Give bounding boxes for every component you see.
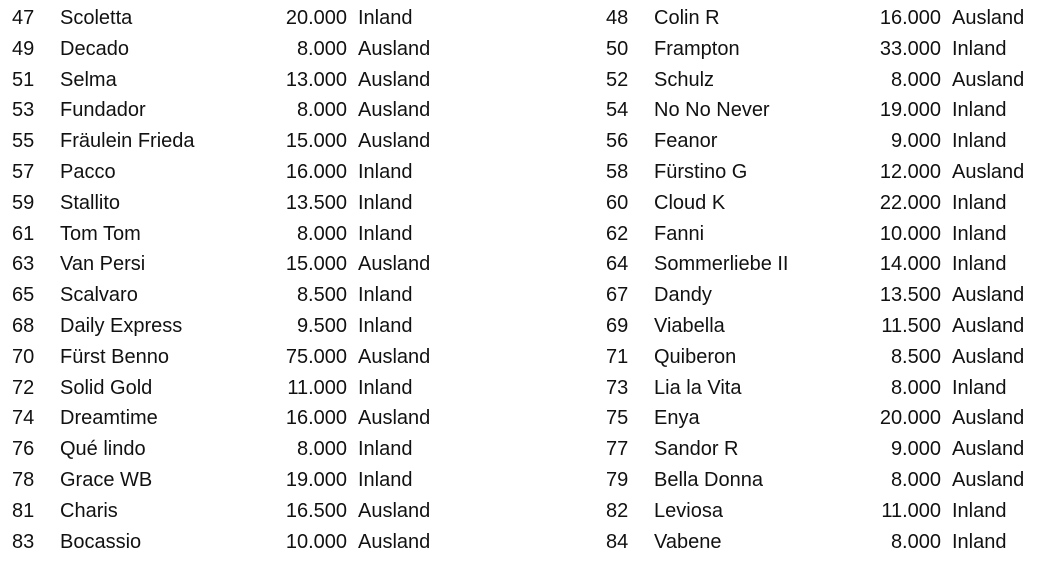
horse-name: Quiberon <box>654 345 737 368</box>
table-row <box>12 65 452 96</box>
price: 15.000 <box>285 130 347 153</box>
lot-number: 77 <box>606 438 629 461</box>
horse-name: Dandy <box>654 284 712 307</box>
lot-number: 47 <box>12 7 35 29</box>
lot-number: 78 <box>12 468 35 491</box>
lot-number: 84 <box>606 530 629 553</box>
lot-number: 52 <box>606 68 629 91</box>
lot-number: 53 <box>12 99 35 122</box>
horse-name: Pacco <box>60 160 116 183</box>
lot-number: 48 <box>606 7 629 29</box>
lot-number: 73 <box>606 376 629 399</box>
lot-number: 70 <box>12 345 35 368</box>
table-row <box>606 157 1046 188</box>
price: 8.500 <box>890 345 941 368</box>
table-row <box>12 403 452 434</box>
lot-number: 76 <box>12 438 35 461</box>
origin: Ausland <box>952 468 1025 491</box>
horse-name: Sandor R <box>654 438 739 461</box>
horse-name: Daily Express <box>60 314 183 337</box>
lot-number: 56 <box>606 130 629 153</box>
price: 8.000 <box>296 438 347 461</box>
table-row <box>606 126 1046 157</box>
lot-number: 60 <box>606 191 629 214</box>
origin: Ausland <box>358 345 431 368</box>
horse-name: Schulz <box>654 68 715 91</box>
lot-number: 49 <box>12 37 35 60</box>
price: 15.000 <box>285 253 347 276</box>
lot-number: 61 <box>12 222 35 245</box>
horse-name: Grace WB <box>60 468 153 491</box>
horse-name: Fanni <box>654 222 705 245</box>
table-row <box>12 219 452 250</box>
lot-number: 50 <box>606 37 629 60</box>
lot-number: 72 <box>12 376 35 399</box>
lot-number: 62 <box>606 222 629 245</box>
horse-name: Colin R <box>654 7 720 29</box>
origin: Ausland <box>952 7 1025 29</box>
lot-number: 69 <box>606 314 629 337</box>
origin: Ausland <box>952 438 1025 461</box>
horse-name: Enya <box>654 407 700 430</box>
table-row <box>606 342 1046 373</box>
price: 16.000 <box>879 7 941 29</box>
lot-number: 75 <box>606 407 629 430</box>
horse-name: Fräulein Frieda <box>60 130 195 153</box>
table-row <box>606 280 1046 311</box>
horse-name: Fürst Benno <box>60 345 169 368</box>
price: 13.500 <box>285 191 347 214</box>
table-row <box>606 373 1046 404</box>
origin: Inland <box>952 130 1007 153</box>
horse-name: Sommerliebe II <box>654 253 789 276</box>
table-row <box>606 249 1046 280</box>
lot-number: 79 <box>606 468 629 491</box>
table-row <box>12 188 452 219</box>
price: 11.000 <box>881 499 941 522</box>
price: 11.500 <box>881 314 941 337</box>
origin: Ausland <box>358 499 431 522</box>
horse-name: No No Never <box>654 99 770 122</box>
table-row <box>12 3 452 34</box>
origin: Ausland <box>358 530 431 553</box>
table-row <box>606 34 1046 65</box>
price: 19.000 <box>285 468 347 491</box>
table-row <box>12 527 452 558</box>
lot-number: 58 <box>606 160 629 183</box>
price: 20.000 <box>285 7 347 29</box>
origin: Inland <box>358 376 413 399</box>
horse-name: Feanor <box>654 130 718 153</box>
horse-name: Fundador <box>60 99 146 122</box>
lot-number: 59 <box>12 191 35 214</box>
price: 11.000 <box>287 376 347 399</box>
price: 8.000 <box>296 222 347 245</box>
origin: Inland <box>358 7 413 29</box>
price: 9.000 <box>890 438 941 461</box>
lot-number: 74 <box>12 407 35 430</box>
horse-name: Frampton <box>654 37 740 60</box>
table-row <box>12 311 452 342</box>
horse-name: Lia la Vita <box>654 376 742 399</box>
table-row <box>12 34 452 65</box>
horse-name: Decado <box>60 37 129 60</box>
origin: Inland <box>952 530 1007 553</box>
lot-number: 51 <box>12 68 35 91</box>
lot-number: 63 <box>12 253 35 276</box>
horse-name: Dreamtime <box>60 407 158 430</box>
origin: Inland <box>952 499 1007 522</box>
origin: Ausland <box>952 160 1025 183</box>
table-row <box>12 496 452 527</box>
table-row <box>606 527 1046 558</box>
origin: Ausland <box>952 407 1025 430</box>
origin: Inland <box>952 191 1007 214</box>
table-row <box>606 496 1046 527</box>
horse-name: Bocassio <box>60 530 142 553</box>
price: 8.500 <box>296 284 347 307</box>
origin: Ausland <box>952 345 1025 368</box>
origin: Inland <box>358 284 413 307</box>
horse-name: Van Persi <box>60 253 146 276</box>
origin: Inland <box>358 468 413 491</box>
origin: Ausland <box>358 37 431 60</box>
price: 8.000 <box>890 468 941 491</box>
lot-number: 82 <box>606 499 629 522</box>
price: 9.500 <box>296 314 347 337</box>
horse-name: Stallito <box>60 191 121 214</box>
origin: Ausland <box>952 68 1025 91</box>
origin: Inland <box>358 160 413 183</box>
horse-name: Bella Donna <box>654 468 763 491</box>
horse-name: Solid Gold <box>60 376 153 399</box>
origin: Inland <box>358 222 413 245</box>
table-row <box>12 280 452 311</box>
price: 8.000 <box>296 37 347 60</box>
horse-name: Scoletta <box>60 7 133 29</box>
right-listing-table <box>606 3 1046 557</box>
origin: Ausland <box>358 253 431 276</box>
lot-number: 68 <box>12 314 35 337</box>
table-row <box>606 3 1046 34</box>
table-row <box>606 219 1046 250</box>
price: 19.000 <box>879 99 941 122</box>
price: 13.000 <box>285 68 347 91</box>
origin: Inland <box>358 438 413 461</box>
origin: Ausland <box>358 407 431 430</box>
horse-name: Vabene <box>654 530 722 553</box>
lot-number: 64 <box>606 253 629 276</box>
horse-name: Fürstino G <box>654 160 748 183</box>
horse-name: Scalvaro <box>60 284 138 307</box>
price: 16.000 <box>285 407 347 430</box>
lot-number: 71 <box>606 345 629 368</box>
origin: Inland <box>952 99 1007 122</box>
table-row <box>12 465 452 496</box>
price: 9.000 <box>890 130 941 153</box>
lot-number: 57 <box>12 160 35 183</box>
lot-number: 83 <box>12 530 35 553</box>
lot-number: 55 <box>12 130 35 153</box>
origin: Ausland <box>952 284 1025 307</box>
horse-name: Leviosa <box>654 499 723 522</box>
price: 12.000 <box>879 160 941 183</box>
origin: Inland <box>952 253 1007 276</box>
table-row <box>12 373 452 404</box>
price: 10.000 <box>879 222 941 245</box>
lot-number: 81 <box>12 499 35 522</box>
origin: Inland <box>952 376 1007 399</box>
table-row <box>12 157 452 188</box>
price: 13.500 <box>879 284 941 307</box>
price: 20.000 <box>879 407 941 430</box>
horse-name: Charis <box>60 499 118 522</box>
left-listing-table <box>12 3 452 557</box>
table-row <box>606 434 1046 465</box>
horse-name: Qué lindo <box>60 438 146 461</box>
table-row <box>606 465 1046 496</box>
price: 8.000 <box>890 530 941 553</box>
price: 16.500 <box>285 499 347 522</box>
origin: Inland <box>952 37 1007 60</box>
price: 8.000 <box>890 376 941 399</box>
price: 33.000 <box>879 37 941 60</box>
table-row <box>12 95 452 126</box>
price: 75.000 <box>285 345 347 368</box>
horse-name: Cloud K <box>654 191 726 214</box>
table-row <box>12 434 452 465</box>
horse-name: Tom Tom <box>60 222 141 245</box>
origin: Ausland <box>358 130 431 153</box>
price: 16.000 <box>285 160 347 183</box>
lot-number: 54 <box>606 99 629 122</box>
horse-name: Viabella <box>654 314 725 337</box>
table-row <box>12 126 452 157</box>
table-row <box>606 188 1046 219</box>
price: 14.000 <box>879 253 941 276</box>
price: 8.000 <box>296 99 347 122</box>
table-row <box>12 342 452 373</box>
price: 10.000 <box>285 530 347 553</box>
table-row <box>606 311 1046 342</box>
price: 22.000 <box>879 191 941 214</box>
table-row <box>606 95 1046 126</box>
origin: Inland <box>358 191 413 214</box>
table-row <box>606 65 1046 96</box>
origin: Inland <box>358 314 413 337</box>
origin: Ausland <box>358 99 431 122</box>
lot-number: 65 <box>12 284 35 307</box>
origin: Inland <box>952 222 1007 245</box>
origin: Ausland <box>952 314 1025 337</box>
table-row <box>606 403 1046 434</box>
origin: Ausland <box>358 68 431 91</box>
table-row <box>12 249 452 280</box>
price: 8.000 <box>890 68 941 91</box>
horse-name: Selma <box>60 68 117 91</box>
lot-number: 67 <box>606 284 629 307</box>
